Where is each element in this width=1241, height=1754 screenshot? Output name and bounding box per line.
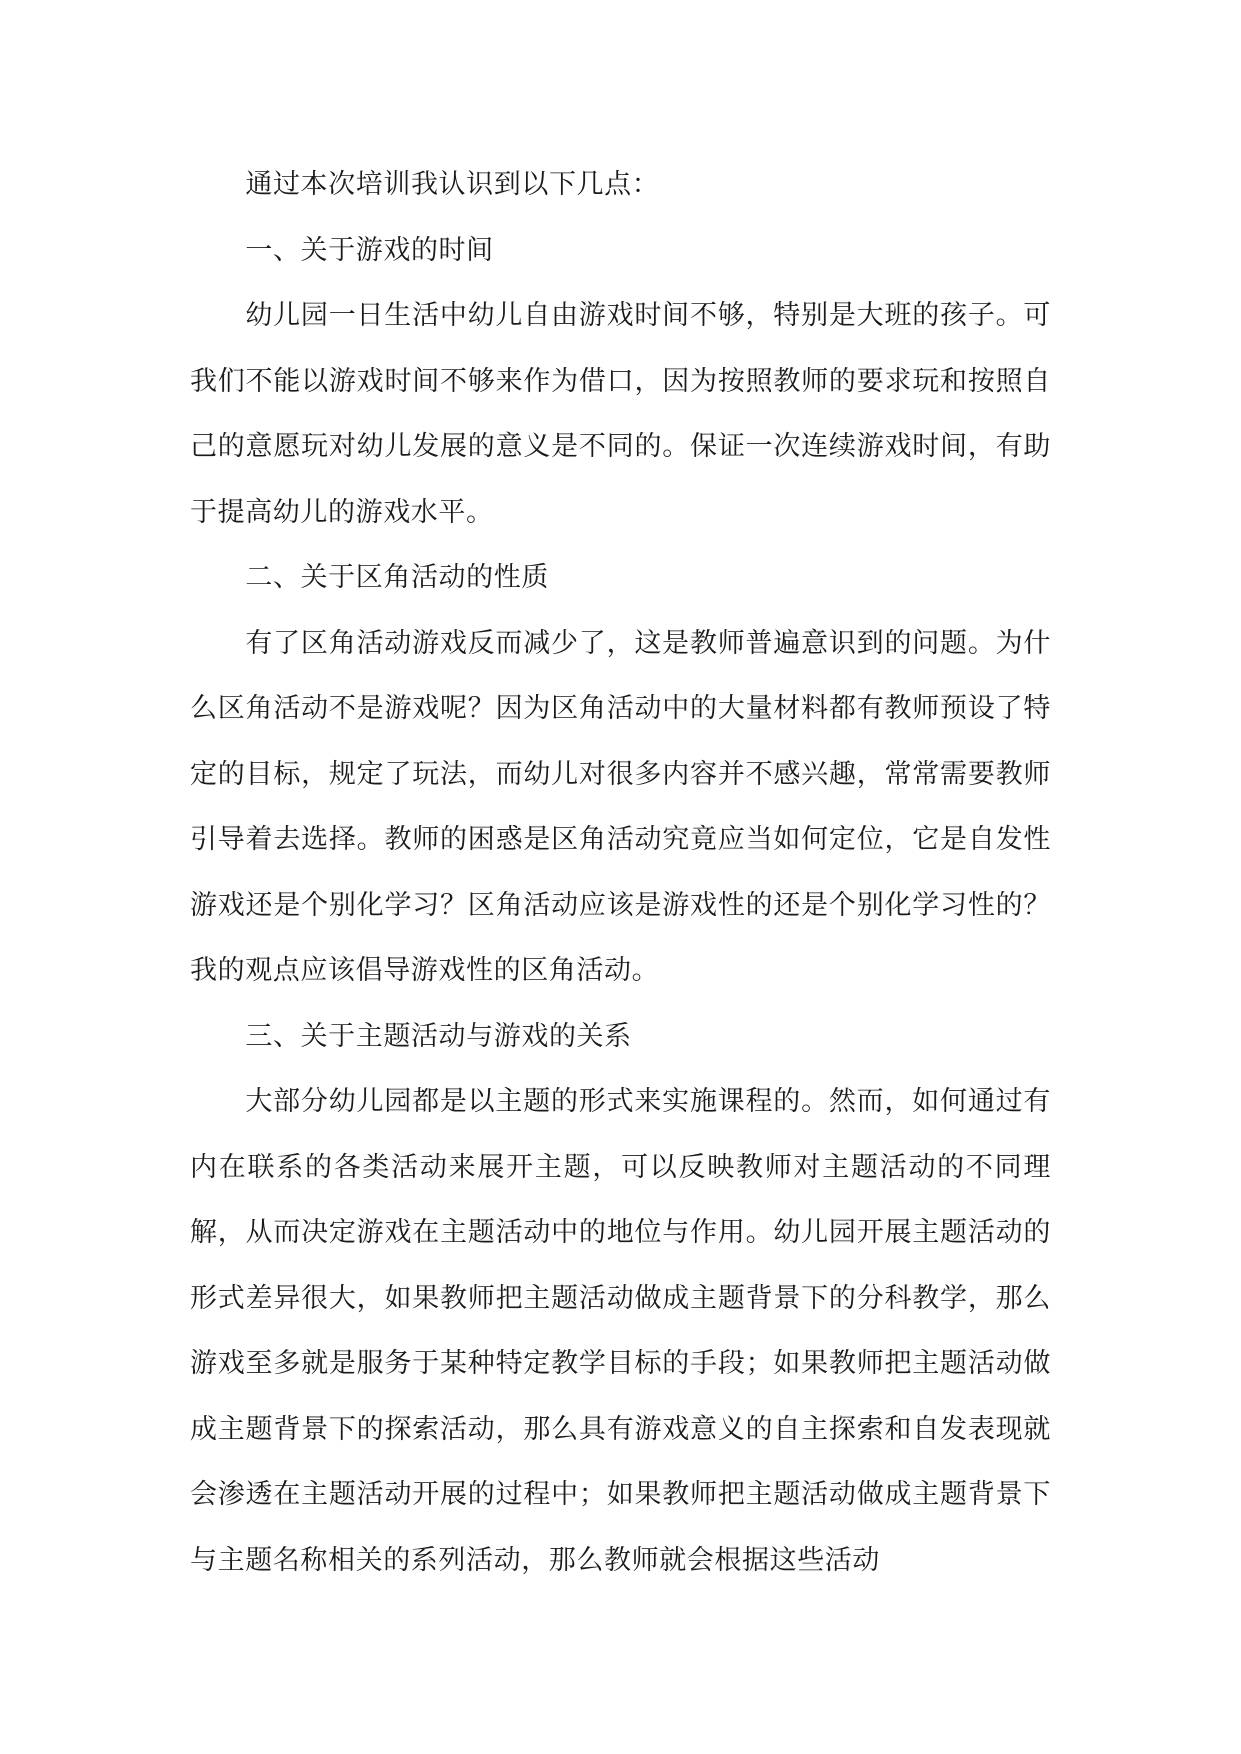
intro-paragraph: 通过本次培训我认识到以下几点： bbox=[245, 169, 660, 200]
section-body-corner-activity: 有了区角活动游戏反而减少了，这是教师普遍意识到的问题。为什么区角活动不是游戏呢？因为区角活动中的大量材料都有教师预设了特定的目标，规定了玩法，而幼儿对很多内容并不感兴趣，常常需要教师引导着去选择。教师的困惑是区角活动究竟应当如何定位，它是自发性游戏还是个别化学习？区角活动应该是游戏性的还是个别化学习性的？我的观点应该倡导游戏性的区角活动。 bbox=[190, 627, 1051, 986]
section-heading-time: 一、关于游戏的时间 bbox=[245, 234, 494, 266]
section-heading-theme-activity: 三、关于主题活动与游戏的关系 bbox=[245, 1020, 632, 1052]
section-heading-corner-activity: 二、关于区角活动的性质 bbox=[245, 562, 549, 593]
section-body-theme-activity: 大部分幼儿园都是以主题的形式来实施课程的。然而，如何通过有内在联系的各类活动来展开主题，可以反映教师对主题活动的不同理解，从而决定游戏在主题活动中的地位与作用。幼儿园开展主题活动的形式差异很大，如果教师把主题活动做成主题背景下的分科教学，那么游戏至多就是服务于某种特定教学目标的手段；如果教师把主题活动做成主题背景下的探索活动，那么具有游戏意义的自主探索和自发表现就会渗透在主题活动开展的过程中；如果教师把主题活动做成主题背景下与主题名称相关的系列活动，那么教师就会根据这些活动 bbox=[190, 1086, 1051, 1576]
section-body-time: 幼儿园一日生活中幼儿自由游戏时间不够，特别是大班的孩子。可我们不能以游戏时间不够来作为借口，因为按照教师的要求玩和按照自己的意愿玩对幼儿发展的意义是不同的。保证一次连续游戏时间，有助于提高幼儿的游戏水平。 bbox=[190, 300, 1051, 528]
document-body bbox=[190, 152, 1051, 1593]
